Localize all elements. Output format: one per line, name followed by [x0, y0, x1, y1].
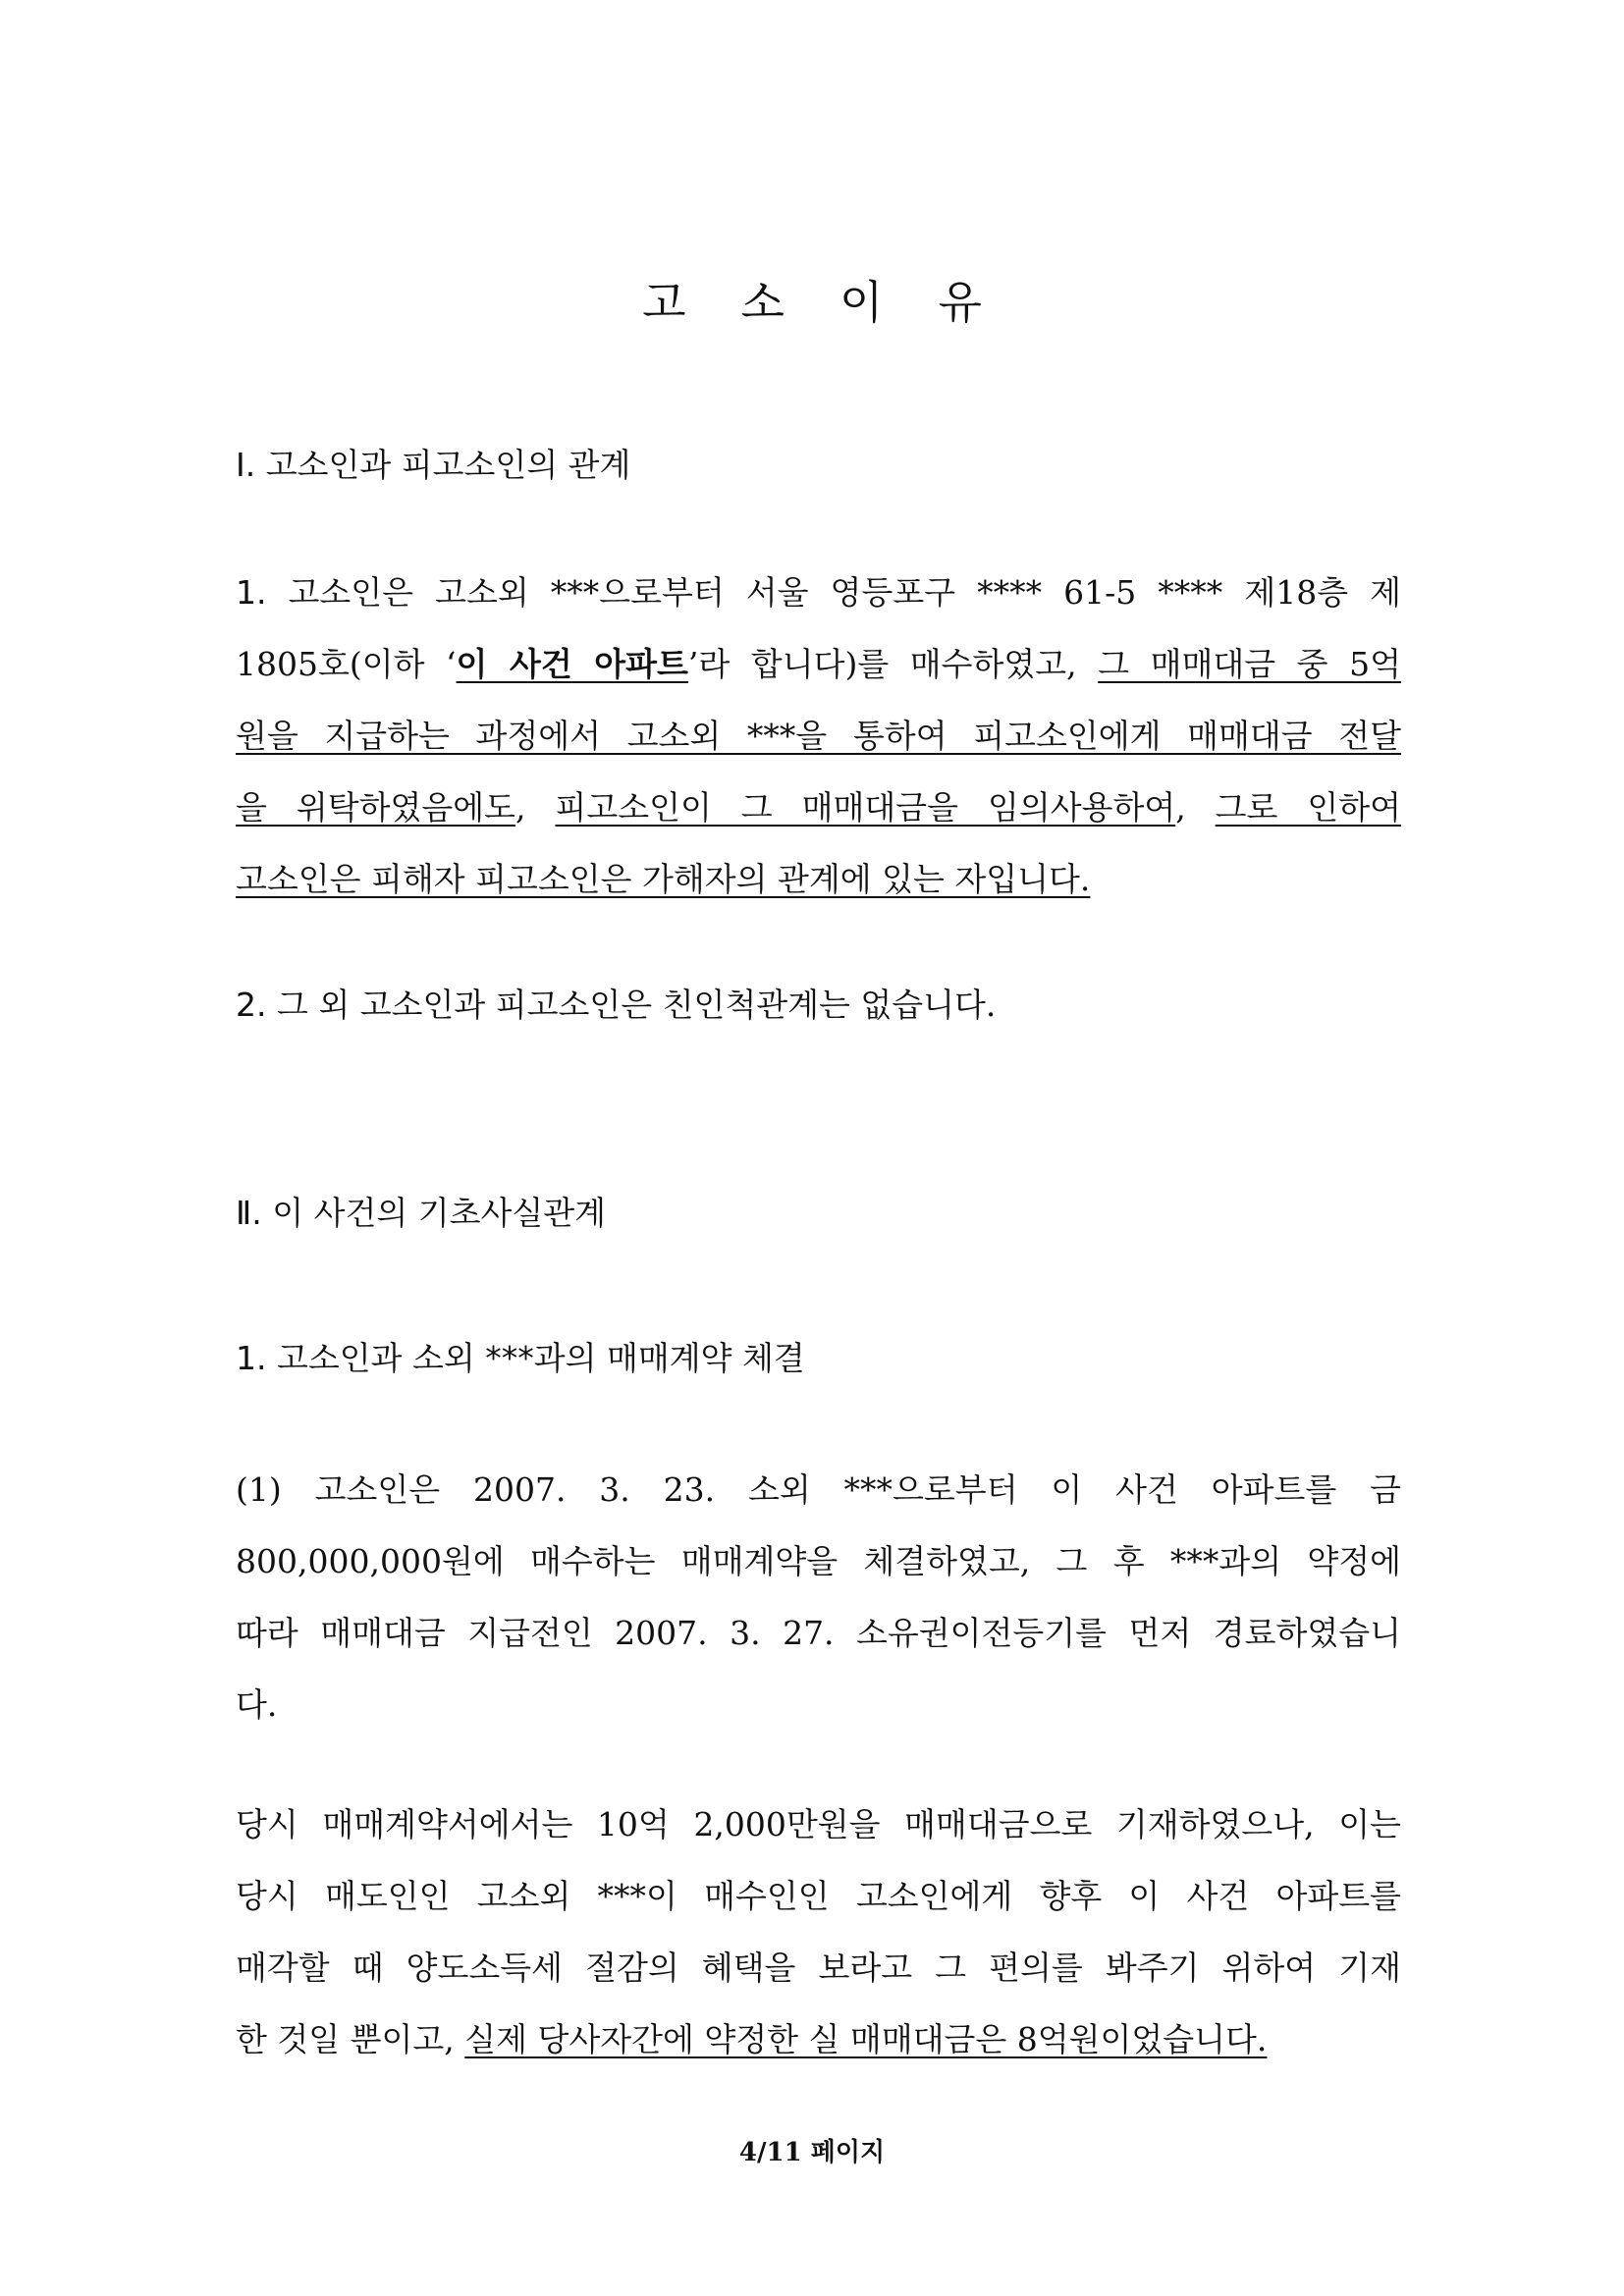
section-1-paragraph-2	[236, 969, 1401, 1041]
item-number: 2.	[236, 986, 267, 1024]
section-2-paragraph-2	[236, 1789, 1401, 2075]
section-1-heading: Ⅰ. 고소인과 피고소인의 관계	[236, 446, 631, 484]
line: 800,000,000원에 매수하는 매매계약을 체결하였고, 그 후 ***과의 약정에	[236, 1542, 1401, 1580]
page-number: 4/11 페이지	[738, 2138, 886, 2167]
text: 그 외 고소인과 피고소인은 친인척관계는 없습니다.	[277, 986, 997, 1024]
line	[236, 628, 1401, 700]
line	[236, 772, 1401, 843]
text: 고소인은 고소외 ***으로부터 서울 영등포구 **** 61-5 **** 제18층 제	[288, 573, 1401, 612]
text: 1805호(이하 ‘	[236, 645, 457, 683]
line	[236, 557, 1401, 628]
subsection-heading: 1. 고소인과 소외 ***과의 매매계약 체결	[236, 1339, 805, 1377]
underlined-text: 그로 인하여	[1215, 788, 1402, 827]
section-1-paragraph-1	[236, 557, 1401, 915]
line	[236, 969, 1401, 1041]
defined-term: 이 사건 아파트	[456, 645, 688, 683]
line: 당시 매매계약서에서는 10억 2,000만원을 매매대금으로 기재하였으나, 이는	[236, 1805, 1401, 1843]
text: ,	[514, 788, 556, 827]
section-2-heading: Ⅱ. 이 사건의 기초사실관계	[236, 1194, 606, 1232]
line	[236, 2003, 1401, 2075]
text: ,	[1175, 788, 1216, 827]
line: 다.	[236, 1685, 278, 1724]
text: 한 것일 뿐이고,	[236, 2020, 465, 2058]
line: (1) 고소인은 2007. 3. 23. 소외 ***으로부터 이 사건 아파트를 금	[236, 1470, 1401, 1509]
underlined-text: 을 위탁하였음에도	[236, 788, 515, 827]
document-title: 고 소 이 유	[642, 276, 1002, 329]
line: 따라 매매대금 지급전인 2007. 3. 27. 소유권이전등기를 먼저 경료하였습니	[236, 1614, 1401, 1652]
underlined-text: 실제 당사자간에 약정한 실 매매대금은 8억원이었습니다.	[464, 2020, 1268, 2058]
section-2-paragraph-1	[236, 1454, 1401, 1740]
underlined-line: 원을 지급하는 과정에서 고소외 ***을 통하여 피고소인에게 매매대금 전달	[236, 717, 1401, 755]
underlined-text: 피고소인이 그 매매대금을 임의사용하여	[555, 788, 1176, 827]
line: 당시 매도인인 고소외 ***이 매수인인 고소인에게 향후 이 사건 아파트를	[236, 1877, 1401, 1915]
underlined-line: 고소인은 피해자 피고소인은 가해자의 관계에 있는 자입니다.	[236, 860, 1091, 898]
line: 매각할 때 양도소득세 절감의 혜택을 보라고 그 편의를 봐주기 위하여 기재	[236, 1949, 1401, 1987]
underlined-text: 그 매매대금 중 5억	[1098, 645, 1401, 683]
item-number: 1.	[236, 573, 267, 612]
text: ’라 합니다)를 매수하였고,	[687, 645, 1099, 683]
